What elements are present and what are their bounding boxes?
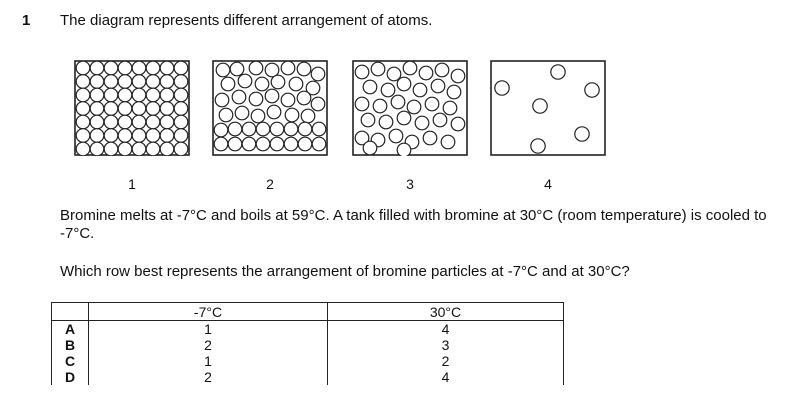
atom: [533, 99, 547, 113]
atom: [76, 61, 90, 75]
atom: [76, 115, 90, 129]
atom: [104, 61, 118, 75]
table-cell: 2: [328, 353, 564, 369]
atom: [235, 106, 249, 120]
atom: [104, 115, 118, 129]
diagram-1-graphic: [74, 60, 190, 156]
atom: [312, 137, 326, 151]
atom: [355, 97, 369, 111]
atom: [76, 102, 90, 116]
atom: [311, 67, 325, 81]
atom: [447, 85, 461, 99]
atom: [160, 115, 174, 129]
atom: [174, 115, 188, 129]
atom: [160, 142, 174, 156]
atom: [271, 75, 285, 89]
question-stem: The diagram represents different arrangement of atoms.: [60, 12, 433, 29]
atom: [363, 141, 377, 155]
atom: [118, 75, 132, 89]
atom: [256, 122, 270, 136]
diagram-4-graphic: [490, 60, 606, 156]
atom: [160, 88, 174, 102]
atom: [230, 62, 244, 76]
atom: [118, 61, 132, 75]
atom: [90, 142, 104, 156]
table-cell: 3: [328, 337, 564, 353]
atom: [160, 61, 174, 75]
atom: [160, 75, 174, 89]
atom: [451, 117, 465, 131]
atom: [381, 83, 395, 97]
question-number: 1: [22, 12, 31, 29]
atom: [104, 75, 118, 89]
diagram-3: [352, 60, 468, 156]
diagram-3-label: 3: [406, 176, 414, 192]
atom: [284, 122, 298, 136]
atom: [575, 127, 589, 141]
atom: [298, 122, 312, 136]
atom: [312, 122, 326, 136]
atom: [373, 99, 387, 113]
atom: [270, 137, 284, 151]
table-cell: 1: [89, 353, 328, 369]
atom: [215, 93, 229, 107]
table-header-row: [52, 303, 564, 321]
atom: [228, 137, 242, 151]
atom: [132, 61, 146, 75]
table-cell: 4: [328, 321, 564, 338]
atom: [76, 129, 90, 143]
diagram-2: [212, 60, 328, 156]
diagram-1: [74, 60, 190, 156]
atom: [379, 115, 393, 129]
atom: [174, 129, 188, 143]
atom: [355, 65, 369, 79]
atom: [214, 137, 228, 151]
atom: [118, 115, 132, 129]
atom: [242, 137, 256, 151]
table-header-cold: -7°C: [89, 303, 328, 321]
diagram-2-graphic: [212, 60, 328, 156]
table-header-option: [52, 303, 89, 321]
atom: [76, 88, 90, 102]
atom: [132, 129, 146, 143]
atom: [216, 63, 230, 77]
atom: [531, 139, 545, 153]
atom: [146, 75, 160, 89]
atom: [90, 115, 104, 129]
atom: [90, 75, 104, 89]
atom: [433, 113, 447, 127]
atom: [387, 67, 401, 81]
atom: [389, 129, 403, 143]
atom: [361, 113, 375, 127]
atom: [397, 77, 411, 91]
atom: [118, 142, 132, 156]
atom: [297, 62, 311, 76]
atom: [267, 105, 281, 119]
atom: [451, 69, 465, 83]
atom: [256, 137, 270, 151]
atom: [407, 100, 421, 114]
table-row[interactable]: [52, 353, 564, 369]
atom: [132, 115, 146, 129]
atom: [441, 135, 455, 149]
atom: [132, 75, 146, 89]
atom: [90, 88, 104, 102]
atom: [104, 88, 118, 102]
diagram-4-label: 4: [544, 176, 552, 192]
atom: [289, 77, 303, 91]
atom: [255, 77, 269, 91]
atom: [118, 129, 132, 143]
atom: [551, 65, 565, 79]
atom: [419, 66, 433, 80]
table-cell: 2: [89, 369, 328, 385]
atom: [495, 81, 509, 95]
atom: [397, 143, 411, 156]
diagram-2-label: 2: [266, 176, 274, 192]
atom: [281, 93, 295, 107]
atom: [585, 83, 599, 97]
atom: [214, 123, 228, 137]
atom: [132, 88, 146, 102]
atom: [174, 142, 188, 156]
atom: [146, 61, 160, 75]
atom: [90, 129, 104, 143]
diagram-4: [490, 60, 606, 156]
atom: [435, 63, 449, 77]
atom: [284, 137, 298, 151]
atom: [118, 102, 132, 116]
table-row[interactable]: [52, 321, 564, 338]
table-row[interactable]: [52, 337, 564, 353]
atom: [146, 88, 160, 102]
atom: [146, 129, 160, 143]
table-cell: 2: [89, 337, 328, 353]
atom: [219, 108, 233, 122]
diagram-frame: [491, 61, 605, 155]
atom: [251, 109, 265, 123]
table-header-room: 30°C: [328, 303, 564, 321]
atom: [160, 129, 174, 143]
atom: [415, 116, 429, 130]
atom: [425, 97, 439, 111]
atom: [146, 102, 160, 116]
diagram-1-label: 1: [128, 176, 136, 192]
atom: [242, 122, 256, 136]
atom: [371, 62, 385, 76]
atom: [232, 90, 246, 104]
atom: [403, 61, 417, 75]
atom: [301, 109, 315, 123]
atom: [104, 129, 118, 143]
diagram-3-graphic: [352, 60, 468, 156]
option-label: C: [52, 353, 89, 369]
atom: [174, 88, 188, 102]
option-label: A: [52, 321, 89, 338]
atom: [132, 142, 146, 156]
atom: [363, 80, 377, 94]
atom: [238, 74, 252, 88]
atom: [270, 122, 284, 136]
atom: [249, 92, 263, 106]
atom: [104, 142, 118, 156]
atom: [76, 142, 90, 156]
atom: [174, 61, 188, 75]
atom: [221, 77, 235, 91]
atom: [281, 61, 295, 75]
question-paragraph-2: Which row best represents the arrangement of bromine particles at -7°C and at 30°C?: [60, 263, 630, 280]
atom: [104, 102, 118, 116]
atom: [443, 101, 457, 115]
option-label: B: [52, 337, 89, 353]
atom: [298, 137, 312, 151]
table-cell: 1: [89, 321, 328, 338]
atom-diagrams: [74, 60, 614, 156]
atom: [311, 97, 325, 111]
atom: [132, 102, 146, 116]
atom: [76, 75, 90, 89]
atom: [90, 61, 104, 75]
atom: [146, 115, 160, 129]
answer-table: [51, 302, 564, 385]
atom: [249, 61, 263, 75]
atom: [391, 95, 405, 109]
atom: [297, 91, 311, 105]
question-paragraph-1: Bromine melts at -7°C and boils at 59°C. A tank filled with bromine at 30°C (room temperature) is cooled to -7°C.: [60, 207, 767, 242]
atom: [265, 89, 279, 103]
atom: [160, 102, 174, 116]
atom: [90, 102, 104, 116]
atom: [423, 131, 437, 145]
atom: [397, 111, 411, 125]
option-label: D: [52, 369, 89, 385]
atom: [118, 88, 132, 102]
atom: [174, 102, 188, 116]
atom: [228, 122, 242, 136]
atom: [146, 142, 160, 156]
atom: [285, 108, 299, 122]
table-cell: 4: [328, 369, 564, 385]
atom: [413, 83, 427, 97]
table-row[interactable]: [52, 369, 564, 385]
atom: [431, 79, 445, 93]
atom: [174, 75, 188, 89]
